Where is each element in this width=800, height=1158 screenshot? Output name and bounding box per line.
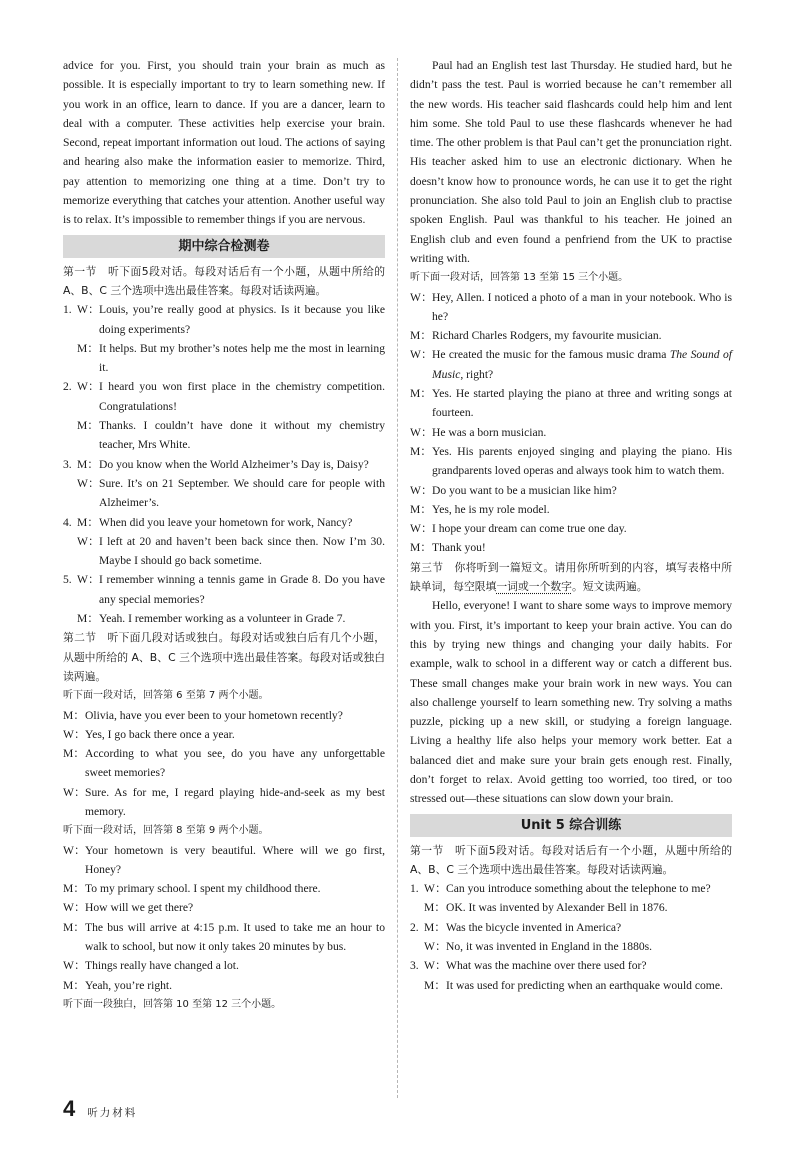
question-prompt-13-15: 听下面一段对话，回答第 13 至第 15 三个小题。 bbox=[410, 272, 629, 284]
speaker-label: M： bbox=[410, 444, 432, 458]
dialogue-line bbox=[410, 956, 732, 975]
speaker-label: M： bbox=[410, 541, 432, 555]
section1-instruction: 第一节 听下面5段对话。每段对话后有一个小题，从题中所给的 A、B、C 三个选项中选出最佳答案。每段对话读两遍。 bbox=[63, 264, 385, 297]
utterance-text: Sure. It’s on 21 September. We should care for people with Alzheimer’s. bbox=[99, 476, 385, 510]
section-banner-midterm: 期中综合检测卷 bbox=[63, 235, 385, 258]
question-number: 2. bbox=[410, 920, 422, 934]
dialogue-line bbox=[63, 879, 385, 898]
utterance-text: He was a born musician. bbox=[432, 425, 547, 439]
dialogue-line bbox=[63, 841, 385, 880]
utterance-text: Yeah, you’re right. bbox=[85, 978, 173, 992]
dialogue-8-9 bbox=[63, 841, 385, 995]
speaker-label: M： bbox=[77, 515, 99, 529]
dialogue-line bbox=[410, 442, 732, 481]
utterance-text: What was the machine over there used for? bbox=[446, 959, 647, 973]
page-number: 4 bbox=[63, 1096, 76, 1121]
dialogue-line bbox=[63, 725, 385, 744]
speaker-label: M： bbox=[424, 901, 446, 915]
utterance-text: Do you know when the World Alzheimer’s Day is, Daisy? bbox=[99, 457, 369, 471]
utterance-text: I hope your dream can come true one day. bbox=[432, 522, 627, 536]
speaker-label: W： bbox=[77, 476, 100, 490]
dialogue-line bbox=[63, 532, 385, 571]
utterance-text: Yes. His parents enjoyed singing and playing the piano. His grandparents loved operas and always took him to watch them. bbox=[432, 444, 732, 478]
speaker-label: W： bbox=[410, 348, 433, 362]
dialogue-line bbox=[63, 956, 385, 975]
utterance-text: I remember winning a tennis game in Grade 8. Do you have any special memories? bbox=[99, 573, 385, 606]
speaker-label: M： bbox=[410, 387, 432, 401]
question-number: 2. bbox=[63, 380, 75, 394]
utterance-text: OK. It was invented by Alexander Bell in 1876. bbox=[446, 901, 668, 915]
dialogue-line bbox=[410, 345, 732, 384]
speaker-label: W： bbox=[77, 303, 100, 317]
dialogue-line bbox=[63, 609, 385, 628]
dialogue-line bbox=[410, 326, 732, 345]
speaker-label: M： bbox=[63, 708, 85, 722]
unit5-section1-instruction: 第一节 听下面5段对话。每段对话后有一个小题，从题中所给的 A、B、C 三个选项中选出最佳答案。每段对话读两遍。 bbox=[410, 843, 732, 876]
dialogue-6-7 bbox=[63, 706, 385, 822]
passage-paragraph: Hello, everyone! I want to share some ways to improve memory with you. First, it’s important to keep your brain active. You can do this by trying new things and changing your daily habits. For example, walk to school in a different way or catch a different bus. These small changes make your brain work in new ways. You can also challenge yourself to learn something new. Try solving a maths puzzle, picking up a new skill, or studying a foreign language. Living a healthy life also helps your memory work better. Eat a balanced diet and make sure your brain gets enough rest. Finally, don’t forget to relax. Avoid getting too worried, too tired, or too stressed out—these situations can slow down your brain. bbox=[410, 599, 732, 806]
question-number: 3. bbox=[63, 457, 75, 471]
dialogue-line bbox=[63, 513, 385, 532]
dialogue-line bbox=[63, 744, 385, 783]
utterance-text: Sure. As for me, I regard playing hide-and-seek as my best memory. bbox=[85, 785, 385, 818]
speaker-label: W： bbox=[410, 425, 433, 439]
footer-label: 听力材料 bbox=[87, 1107, 138, 1119]
dialogue-line bbox=[63, 455, 385, 474]
dialogue-line bbox=[63, 918, 385, 957]
dialogue-line bbox=[63, 416, 385, 455]
speaker-label: M： bbox=[77, 457, 99, 471]
question-number: 3. bbox=[410, 959, 422, 973]
left-column bbox=[63, 56, 385, 1014]
speaker-label: M： bbox=[410, 329, 432, 343]
utterance-text: To my primary school. I spent my childhood there. bbox=[85, 882, 321, 896]
utterance-text: I left at 20 and haven’t been back since then. Now I’m 30. Maybe I should go back sometime. bbox=[99, 534, 385, 568]
utterance-text: I heard you won first place in the chemistry competition. Congratulations! bbox=[99, 380, 385, 413]
utterance-text: Richard Charles Rodgers, my favourite musician. bbox=[432, 329, 662, 343]
speaker-label: W： bbox=[63, 843, 86, 857]
utterance-part: , right? bbox=[460, 367, 494, 381]
utterance-text: Your hometown is very beautiful. Where will we go first, Honey? bbox=[85, 843, 385, 876]
section3-text-b: 。短文读两遍。 bbox=[571, 580, 648, 594]
section2-instruction: 第二节 听下面几段对话或独白。每段对话或独白后有几个小题，从题中所给的 A、B、C 三个选项中选出最佳答案。每段对话或独白读两遍。 bbox=[63, 631, 385, 683]
column-divider bbox=[397, 58, 398, 1098]
monologue-paragraph: Paul had an English test last Thursday. He studied hard, but he didn’t pass the test. Paul is worried because he can’t remember all the new words. His teacher said flashcards could help him and lent him some. She told Paul to use these flashcards whenever he had time. The other problem is that Paul can’t get the pronunciation right. His teacher asked him to use an electronic dictionary. When he doesn’t know how to pronounce words, he can use it to get the right pronunciation. She also told Paul to join an English club to practise spoken English. Paul was thankful to his teacher. He joined an English club and even found a penfriend from the UK to practise writing with. bbox=[410, 59, 732, 265]
speaker-label: W： bbox=[410, 290, 433, 304]
dialogue-line bbox=[63, 377, 385, 416]
right-column bbox=[410, 56, 732, 995]
speaker-label: M： bbox=[77, 612, 99, 626]
utterance-text: Yeah. I remember working as a volunteer in Grade 7. bbox=[99, 612, 346, 626]
utterance-text: It helps. But my brother’s notes help me the most in learning it. bbox=[99, 341, 385, 375]
speaker-label: W： bbox=[63, 785, 86, 799]
speaker-label: W： bbox=[63, 901, 86, 915]
speaker-label: M： bbox=[424, 978, 446, 992]
section3-text-a: 第三节 你将听到一篇短文。请用你所听到的内容，填写表格中所缺单词，每空限填 bbox=[410, 560, 732, 594]
dialogue-line bbox=[63, 474, 385, 513]
question-prompt-10-12: 听下面一段独白，回答第 10 至第 12 三个小题。 bbox=[63, 998, 282, 1010]
dialogue-line bbox=[410, 288, 732, 327]
utterance-text: How will we get there? bbox=[85, 901, 194, 915]
utterance-text: Yes, I go back there once a year. bbox=[85, 727, 235, 741]
speaker-label: M： bbox=[410, 502, 432, 516]
speaker-label: W： bbox=[63, 959, 86, 973]
utterance-text: When did you leave your hometown for work, Nancy? bbox=[99, 515, 353, 529]
utterance-text: Things really have changed a lot. bbox=[85, 959, 239, 973]
utterance-text: Louis, you’re really good at physics. Is it because you like doing experiments? bbox=[99, 303, 385, 336]
utterance-part: He created the music for the famous music drama bbox=[432, 348, 670, 362]
dialogue-line bbox=[63, 300, 385, 339]
utterance-text: It was used for predicting when an earthquake would come. bbox=[446, 978, 723, 992]
utterance-text: Olivia, have you ever been to your hometown recently? bbox=[85, 708, 343, 722]
dialogue-line bbox=[410, 500, 732, 519]
dialogue-line bbox=[63, 570, 385, 609]
dialogue-line bbox=[410, 519, 732, 538]
question-prompt-8-9: 听下面一段对话，回答第 8 至第 9 两个小题。 bbox=[63, 825, 269, 837]
dialogue-line bbox=[410, 937, 732, 956]
speaker-label: W： bbox=[410, 522, 433, 536]
page-footer bbox=[63, 1096, 137, 1122]
intro-paragraph: advice for you. First, you should train your brain as much as possible. It is especially important to try to learn something new. If you work in an office, learn to dance. If you are a dancer, learn to deal with a computer. These activities help exercise your brain. Second, repeat important information out loud. The actions of saying and hearing also make the information easier to memorize. Third, pay attention to memorizing one thing at a time. Don’t try to memorize everything that catches your attention. Another useful way is to relax. It’s impossible to remember things if you are nervous. bbox=[63, 59, 385, 227]
utterance-text bbox=[432, 345, 732, 384]
speaker-label: M： bbox=[77, 341, 99, 355]
section3-instruction bbox=[410, 558, 732, 597]
title-italic: The Sound of Music bbox=[432, 348, 732, 381]
section1-dialogues bbox=[63, 300, 385, 628]
dialogue-line bbox=[63, 783, 385, 822]
section3-emphasis: 一词或一个数字 bbox=[496, 580, 572, 594]
unit5-dialogues bbox=[410, 879, 732, 995]
section-banner-unit5: Unit 5 综合训练 bbox=[410, 814, 732, 837]
utterance-text: Was the bicycle invented in America? bbox=[446, 920, 622, 934]
utterance-text: Yes, he is my role model. bbox=[432, 502, 550, 516]
utterance-text: Thanks. I couldn’t have done it without my chemistry teacher, Mrs White. bbox=[99, 419, 385, 452]
utterance-text: Do you want to be a musician like him? bbox=[432, 483, 617, 497]
dialogue-line bbox=[410, 481, 732, 500]
utterance-text: Yes. He started playing the piano at three and writing songs at fourteen. bbox=[432, 387, 732, 420]
utterance-text: According to what you see, do you have any unforgettable sweet memories? bbox=[85, 747, 385, 780]
speaker-label: M： bbox=[424, 920, 446, 934]
question-number: 5. bbox=[63, 573, 75, 587]
speaker-label: M： bbox=[63, 747, 85, 761]
dialogue-line bbox=[410, 898, 732, 917]
speaker-label: M： bbox=[63, 920, 85, 934]
dialogue-line bbox=[410, 976, 732, 995]
dialogue-line bbox=[410, 538, 732, 557]
dialogue-line bbox=[63, 706, 385, 725]
speaker-label: M： bbox=[63, 882, 85, 896]
dialogue-line bbox=[63, 976, 385, 995]
speaker-label: M： bbox=[63, 978, 85, 992]
utterance-text: No, it was invented in England in the 1880s. bbox=[446, 940, 653, 954]
dialogue-line bbox=[410, 879, 732, 898]
dialogue-13-15 bbox=[410, 288, 732, 558]
speaker-label: W： bbox=[424, 959, 447, 973]
speaker-label: W： bbox=[77, 380, 100, 394]
speaker-label: M： bbox=[77, 419, 99, 433]
speaker-label: W： bbox=[77, 534, 100, 548]
utterance-text: Thank you! bbox=[432, 541, 486, 555]
utterance-text: Can you introduce something about the telephone to me? bbox=[446, 882, 711, 896]
question-prompt-6-7: 听下面一段对话，回答第 6 至第 7 两个小题。 bbox=[63, 690, 269, 702]
speaker-label: W： bbox=[63, 727, 86, 741]
utterance-text: Hey, Allen. I noticed a photo of a man in your notebook. Who is he? bbox=[432, 290, 732, 323]
speaker-label: W： bbox=[424, 940, 447, 954]
dialogue-line bbox=[410, 384, 732, 423]
question-number: 4. bbox=[63, 515, 75, 529]
dialogue-line bbox=[63, 898, 385, 917]
speaker-label: W： bbox=[410, 483, 433, 497]
dialogue-line bbox=[410, 423, 732, 442]
question-number: 1. bbox=[63, 303, 75, 317]
speaker-label: W： bbox=[424, 882, 447, 896]
utterance-text: The bus will arrive at 4:15 p.m. It used to take me an hour to walk to school, but now it only takes 20 minutes by bus. bbox=[85, 920, 385, 954]
dialogue-line bbox=[63, 339, 385, 378]
speaker-label: W： bbox=[77, 573, 100, 587]
question-number: 1. bbox=[410, 882, 422, 896]
dialogue-line bbox=[410, 918, 732, 937]
